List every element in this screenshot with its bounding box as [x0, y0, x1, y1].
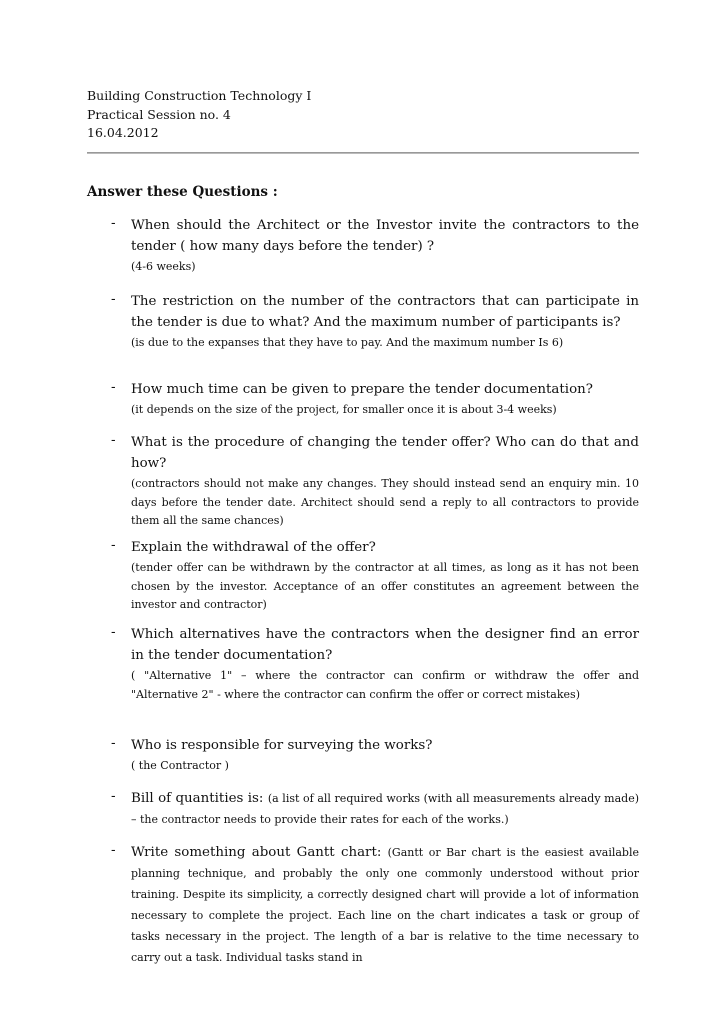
- answer-text: (contractors should not make any changes. They should instead send an enquiry min. 10 days before the tender date. Architect should send a reply to all contractors to provide them all the same chances): [131, 477, 639, 527]
- answer-text: ( the Contractor ): [131, 759, 229, 772]
- answer-text: ( "Alternative 1" – where the contractor can confirm or withdraw the offer and "Alternative 2" - where the contractor can confirm the offer or correct mistakes): [131, 669, 639, 701]
- question-item: [131, 624, 639, 704]
- section-heading: Answer these Questions :: [87, 184, 278, 200]
- question-item: [131, 432, 639, 531]
- question-text: Which alternatives have the contractors when the designer find an error in the tender documentation?: [131, 627, 639, 663]
- question-item: [131, 842, 639, 968]
- question-item: [131, 379, 639, 420]
- document-header: [87, 87, 311, 143]
- date-label: 16.04.2012: [87, 125, 159, 140]
- list-bullet: -: [111, 291, 116, 307]
- answer-text: (a list of all required works (with all measurements already made) – the contractor needs to provide their rates for each of the works.): [131, 792, 639, 826]
- question-text: How much time can be given to prepare the tender documentation?: [131, 382, 593, 397]
- list-bullet: -: [111, 215, 116, 231]
- question-item: [131, 735, 639, 776]
- answer-text: (it depends on the size of the project, for smaller once it is about 3-4 weeks): [131, 403, 557, 416]
- course-title: Building Construction Technology I: [87, 88, 312, 103]
- question-text: Bill of quantities is:: [131, 791, 264, 806]
- question-item: [131, 788, 639, 830]
- header-divider: [87, 152, 639, 154]
- question-text: Write something about Gantt chart:: [131, 845, 382, 860]
- session-label: Practical Session no. 4: [87, 106, 231, 122]
- question-item: [131, 537, 639, 615]
- answer-text: (Gantt or Bar chart is the easiest available planning technique, and probably the only one commonly understood without prior training. Despite its simplicity, a correctly designed chart will provide a lot of information necessary to complete the project. Each line on the chart indicates a task or group of tasks necessary in the project. The length of a bar is relative to the time necessary to carry out a task. Individual tasks stand in: [131, 846, 640, 964]
- question-item: [131, 215, 639, 277]
- list-bullet: -: [111, 432, 116, 448]
- list-bullet: -: [111, 788, 116, 804]
- question-text: Who is responsible for surveying the works?: [131, 738, 433, 753]
- list-bullet: -: [111, 537, 116, 553]
- question-item: [131, 291, 639, 353]
- list-bullet: -: [111, 379, 116, 395]
- answer-text: (is due to the expanses that they have to pay. And the maximum number Is 6): [131, 336, 564, 349]
- question-text: The restriction on the number of the contractors that can participate in the tender is due to what? And the maximum number of participants is?: [131, 294, 639, 330]
- list-bullet: -: [111, 735, 116, 751]
- list-bullet: -: [111, 624, 116, 640]
- answer-text: (4-6 weeks): [131, 260, 196, 273]
- question-text: What is the procedure of changing the tender offer? Who can do that and how?: [131, 435, 639, 471]
- answer-text: (tender offer can be withdrawn by the contractor at all times, as long as it has not been chosen by the investor. Acceptance of an offer constitutes an agreement between the investor and contractor): [131, 561, 639, 611]
- question-text: Explain the withdrawal of the offer?: [131, 540, 376, 555]
- list-bullet: -: [111, 842, 116, 858]
- question-text: When should the Architect or the Investor invite the contractors to the tender ( how many days before the tender) ?: [131, 218, 639, 254]
